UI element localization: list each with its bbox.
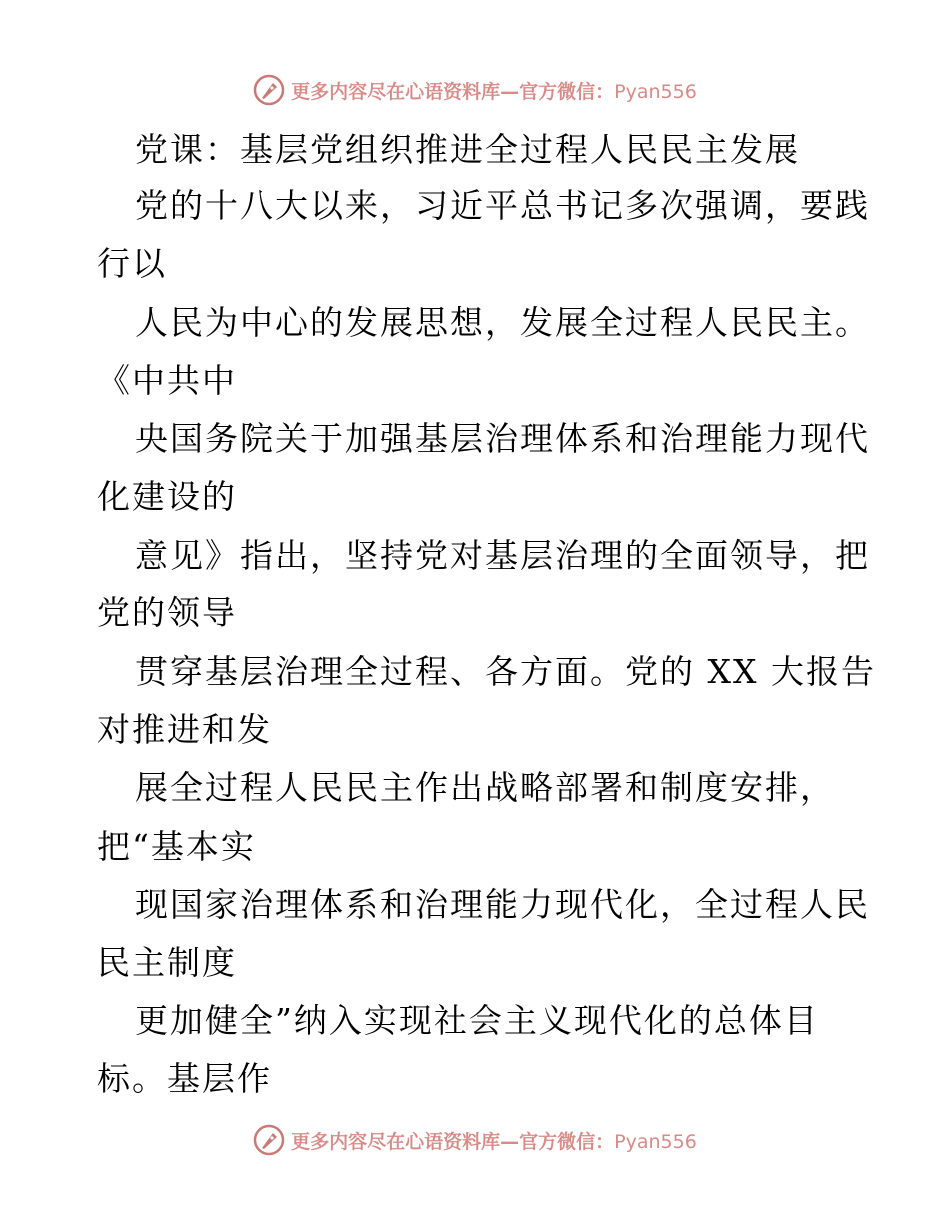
doc-line: 《中共中 [97,361,237,400]
doc-line: 党的领导 [97,593,237,632]
pen-nib-logo-icon [253,74,285,106]
watermark-handle: Pyan556 [614,80,697,103]
doc-line: 展全过程人民民主作出战略部署和制度安排， [135,768,835,807]
doc-line: 对推进和发 [97,710,272,749]
doc-line: 贯穿基层治理全过程、各方面。党的 XX 大报告 [135,652,876,691]
header-watermark [0,72,950,108]
doc-line: 意见》指出，坚持党对基层治理的全面领导，把 [135,536,870,575]
watermark-text: 更多内容尽在心语资料库—官方微信：Pyan556 [291,1130,697,1153]
doc-line: 标。基层作 [97,1059,272,1098]
doc-line: 央国务院关于加强基层治理体系和治理能力现代 [135,419,870,458]
doc-line: 党的十八大以来，习近平总书记多次强调，要践 [135,186,870,225]
doc-line: 更加健全”纳入实现社会主义现代化的总体目 [135,1001,819,1040]
watermark-handle: Pyan556 [614,1130,697,1153]
pen-nib-logo-icon [253,1124,285,1156]
doc-line: 行以 [97,244,167,283]
doc-title: 党课：基层党组织推进全过程人民民主发展 [135,130,800,169]
doc-line: 化建设的 [97,477,237,516]
doc-line: 现国家治理体系和治理能力现代化，全过程人民 [135,885,870,924]
footer-watermark [0,1122,950,1158]
doc-line: 把“基本实 [97,827,256,866]
doc-line: 民主制度 [97,943,237,982]
watermark-text: 更多内容尽在心语资料库—官方微信：Pyan556 [291,80,697,103]
doc-line: 人民为中心的发展思想，发展全过程人民民主。 [135,303,870,342]
